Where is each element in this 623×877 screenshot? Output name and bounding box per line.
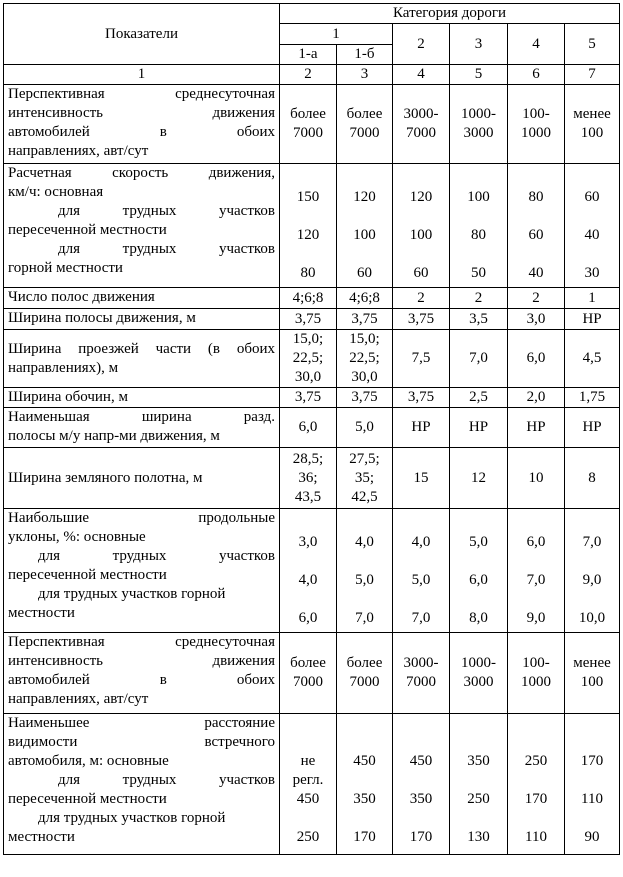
header-cat-1b: 1-б bbox=[337, 45, 393, 65]
row-label: Число полос движения bbox=[4, 288, 280, 309]
cell-value: НР bbox=[450, 408, 508, 448]
row-label: Расчетная скорость движения, км/ч: основная для трудных участков пересеченной местности для трудных участков горной местности bbox=[4, 164, 280, 288]
cell-value: 350 250 130 bbox=[450, 714, 508, 855]
table-row-design-speed bbox=[4, 164, 620, 288]
cell-value: 3,75 bbox=[337, 309, 393, 330]
cell-value: 4;6;8 bbox=[337, 288, 393, 309]
column-number: 5 bbox=[450, 65, 508, 85]
cell-value: 250 170 110 bbox=[508, 714, 565, 855]
cell-value: 3,75 bbox=[393, 388, 450, 408]
cell-value: 450 350 170 bbox=[393, 714, 450, 855]
row-label: Наименьшее расстояние видимости встречного автомобиля, м: основные для трудных участков пересеченной местности для трудных участков горной местности bbox=[4, 714, 280, 855]
row-label: Ширина земляного полотна, м bbox=[4, 448, 280, 509]
cell-value: 15,0; 22,5; 30,0 bbox=[337, 330, 393, 388]
table-row-lane-width bbox=[4, 309, 620, 330]
cell-value: 3,75 bbox=[280, 309, 337, 330]
header-cat-5: 5 bbox=[565, 24, 620, 65]
column-number-row bbox=[4, 65, 620, 85]
cell-value: 7,5 bbox=[393, 330, 450, 388]
cell-value: 27,5; 35; 42,5 bbox=[337, 448, 393, 509]
cell-value: 2,5 bbox=[450, 388, 508, 408]
cell-value: 1000- 3000 bbox=[450, 633, 508, 714]
cell-value: 4,0 5,0 7,0 bbox=[337, 509, 393, 633]
cell-value: 450 350 170 bbox=[337, 714, 393, 855]
cell-value: не регл. 450 250 bbox=[280, 714, 337, 855]
cell-value: 6,0 bbox=[280, 408, 337, 448]
cell-value: более 7000 bbox=[337, 85, 393, 164]
table-row-visibility-distance bbox=[4, 714, 620, 855]
row-label: Перспективная среднесуточная интенсивность движения автомобилей в обоих направлениях, авт/сут bbox=[4, 85, 280, 164]
table-row-median-width bbox=[4, 408, 620, 448]
column-number: 2 bbox=[280, 65, 337, 85]
road-category-table bbox=[3, 3, 620, 855]
cell-value: 3,75 bbox=[393, 309, 450, 330]
cell-value: 120 100 60 bbox=[337, 164, 393, 288]
cell-value: 3000- 7000 bbox=[393, 633, 450, 714]
cell-value: менее 100 bbox=[565, 633, 620, 714]
cell-value: НР bbox=[565, 309, 620, 330]
column-number: 4 bbox=[393, 65, 450, 85]
cell-value: НР bbox=[508, 408, 565, 448]
cell-value: 2 bbox=[450, 288, 508, 309]
cell-value: 80 60 40 bbox=[508, 164, 565, 288]
cell-value: 1 bbox=[565, 288, 620, 309]
row-label: Ширина проезжей части (в обоих направлениях), м bbox=[4, 330, 280, 388]
cell-value: 5,0 bbox=[337, 408, 393, 448]
cell-value: 3000- 7000 bbox=[393, 85, 450, 164]
cell-value: более 7000 bbox=[280, 85, 337, 164]
cell-value: 6,0 bbox=[508, 330, 565, 388]
cell-value: 100- 1000 bbox=[508, 633, 565, 714]
header-cat-4: 4 bbox=[508, 24, 565, 65]
table-row-longitudinal-grades bbox=[4, 509, 620, 633]
column-number: 7 bbox=[565, 65, 620, 85]
header-cat-1: 1 bbox=[280, 24, 393, 45]
column-number: 3 bbox=[337, 65, 393, 85]
cell-value: 4,5 bbox=[565, 330, 620, 388]
cell-value: 2,0 bbox=[508, 388, 565, 408]
cell-value: 1000- 3000 bbox=[450, 85, 508, 164]
cell-value: НР bbox=[393, 408, 450, 448]
header-road-category: Категория дороги bbox=[280, 4, 620, 24]
cell-value: 2 bbox=[393, 288, 450, 309]
header-indicators: Показатели bbox=[4, 4, 280, 65]
cell-value: 150 120 80 bbox=[280, 164, 337, 288]
row-label: Наибольшие продольные уклоны, %: основные для трудных участков пересеченной местности для трудных участков горной местности bbox=[4, 509, 280, 633]
cell-value: 60 40 30 bbox=[565, 164, 620, 288]
header-cat-1a: 1-а bbox=[280, 45, 337, 65]
table-row-carriageway-width bbox=[4, 330, 620, 388]
cell-value: 4,0 5,0 7,0 bbox=[393, 509, 450, 633]
cell-value: 3,0 4,0 6,0 bbox=[280, 509, 337, 633]
cell-value: более 7000 bbox=[280, 633, 337, 714]
column-number: 6 bbox=[508, 65, 565, 85]
cell-value: менее 100 bbox=[565, 85, 620, 164]
cell-value: 8 bbox=[565, 448, 620, 509]
cell-value: 3,0 bbox=[508, 309, 565, 330]
cell-value: 3,5 bbox=[450, 309, 508, 330]
cell-value: НР bbox=[565, 408, 620, 448]
cell-value: 3,75 bbox=[280, 388, 337, 408]
cell-value: 170 110 90 bbox=[565, 714, 620, 855]
cell-value: 1,75 bbox=[565, 388, 620, 408]
cell-value: 12 bbox=[450, 448, 508, 509]
cell-value: 5,0 6,0 8,0 bbox=[450, 509, 508, 633]
header-cat-3: 3 bbox=[450, 24, 508, 65]
table-row-lanes bbox=[4, 288, 620, 309]
column-number: 1 bbox=[4, 65, 280, 85]
row-label: Ширина полосы движения, м bbox=[4, 309, 280, 330]
row-label: Наименьшая ширина разд. полосы м/у напр-ми движения, м bbox=[4, 408, 280, 448]
table-row-traffic-intensity bbox=[4, 85, 620, 164]
cell-value: 4;6;8 bbox=[280, 288, 337, 309]
cell-value: 10 bbox=[508, 448, 565, 509]
row-label: Перспективная среднесуточная интенсивность движения автомобилей в обоих направлениях, авт/сут bbox=[4, 633, 280, 714]
table-row-roadbed-width bbox=[4, 448, 620, 509]
table-row-shoulder-width bbox=[4, 388, 620, 408]
cell-value: 100- 1000 bbox=[508, 85, 565, 164]
table-row-traffic-intensity-repeat bbox=[4, 633, 620, 714]
cell-value: 7,0 bbox=[450, 330, 508, 388]
cell-value: более 7000 bbox=[337, 633, 393, 714]
header-cat-2: 2 bbox=[393, 24, 450, 65]
cell-value: 15 bbox=[393, 448, 450, 509]
row-label: Ширина обочин, м bbox=[4, 388, 280, 408]
cell-value: 120 100 60 bbox=[393, 164, 450, 288]
cell-value: 15,0; 22,5; 30,0 bbox=[280, 330, 337, 388]
cell-value: 6,0 7,0 9,0 bbox=[508, 509, 565, 633]
cell-value: 100 80 50 bbox=[450, 164, 508, 288]
cell-value: 3,75 bbox=[337, 388, 393, 408]
cell-value: 7,0 9,0 10,0 bbox=[565, 509, 620, 633]
cell-value: 28,5; 36; 43,5 bbox=[280, 448, 337, 509]
cell-value: 2 bbox=[508, 288, 565, 309]
